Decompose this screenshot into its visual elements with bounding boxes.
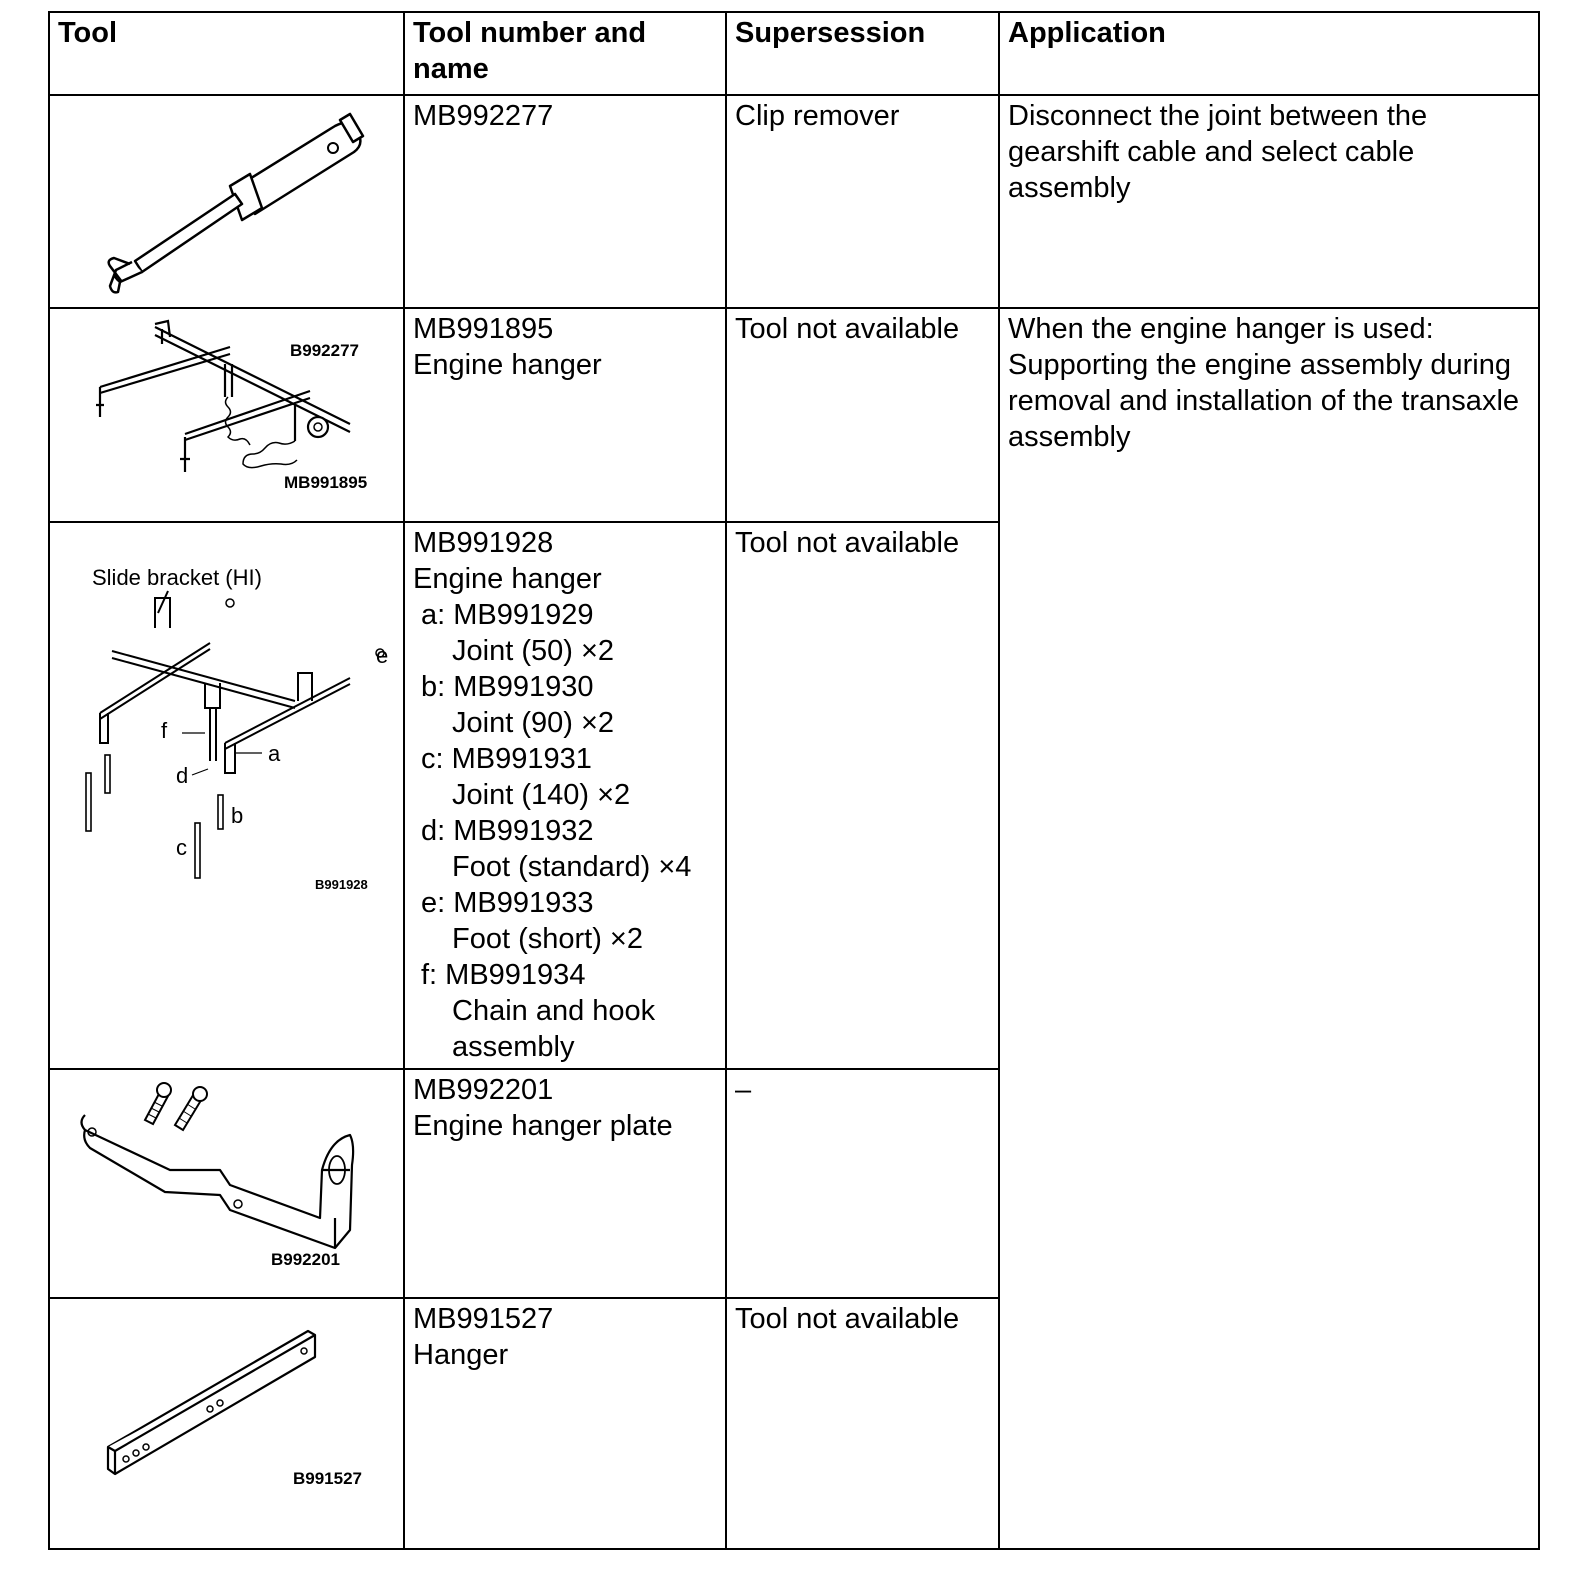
table-row <box>49 95 1539 308</box>
figure-letter-e: e <box>376 643 389 668</box>
figure-letter-b: b <box>231 803 244 828</box>
tool-number-cell <box>404 1069 726 1298</box>
supersession-cell: Tool not available <box>726 522 999 1069</box>
tool-name: Engine hanger <box>413 563 602 595</box>
figure-label-b991527: B991527 <box>293 1469 363 1488</box>
part-code-e: e: MB991933 <box>421 887 594 919</box>
figure-label-b992277: B992277 <box>290 341 360 360</box>
part-code-f: f: MB991934 <box>421 959 586 991</box>
part-desc-a: Joint (50) ×2 <box>452 635 615 667</box>
figure-letter-a: a <box>268 741 281 766</box>
part-desc-b: Joint (90) ×2 <box>452 707 615 739</box>
supersession-cell: Tool not available <box>726 308 999 522</box>
table-row <box>49 308 1539 522</box>
header-number: Tool number and name <box>404 12 726 95</box>
part-desc-d: Foot (standard) ×4 <box>452 851 692 883</box>
tool-name: Engine hanger <box>413 349 602 381</box>
tool-name: Hanger <box>413 1339 509 1371</box>
tool-figure-cell <box>49 95 404 360</box>
tool-number-cell <box>404 522 726 1069</box>
part-desc-f: Chain and hook assembly <box>452 995 656 1063</box>
tool-number-cell <box>404 308 726 522</box>
application-cell: When the engine hanger is used: Supporting the engine assembly during removal and installation of the transaxle assembly <box>999 308 1539 1549</box>
tool-name: Engine hanger plate <box>413 1110 673 1142</box>
tool-figure-cell <box>49 308 404 522</box>
tool-number: MB991527 <box>413 1303 554 1335</box>
supersession-cell: Tool not available <box>726 1298 999 1549</box>
application-cell: Disconnect the joint between the gearshift cable and select cable assembly <box>999 95 1539 308</box>
tool-figure-cell <box>49 1298 404 1549</box>
supersession-cell: Clip remover <box>726 95 999 308</box>
tool-number-cell <box>404 1298 726 1549</box>
tool-number-cell <box>404 95 726 308</box>
figure-label-b991928: B991928 <box>315 877 368 892</box>
clip-remover-illustration <box>50 96 400 306</box>
header-supersession: Supersession <box>726 12 999 95</box>
figure-letter-c: c <box>176 835 187 860</box>
tool-number: MB992277 <box>413 100 554 132</box>
part-code-b: b: MB991930 <box>421 671 594 703</box>
figure-callout: Slide bracket (HI) <box>92 565 262 590</box>
hanger-bar-illustration <box>50 1299 400 1544</box>
engine-hanger-kit-illustration <box>50 583 400 983</box>
figure-label-b992201: B992201 <box>271 1250 341 1269</box>
tool-figure-cell <box>49 522 404 1069</box>
figure-label-mb991895: MB991895 <box>284 473 368 492</box>
header-row <box>49 12 1539 95</box>
part-desc-e: Foot (short) ×2 <box>452 923 643 955</box>
special-tools-table <box>48 11 1540 1550</box>
tool-number: MB991928 <box>413 527 554 559</box>
header-application: Application <box>999 12 1539 95</box>
figure-letter-f: f <box>161 718 168 743</box>
part-desc-c: Joint (140) ×2 <box>452 779 631 811</box>
engine-hanger-plate-illustration <box>50 1070 400 1295</box>
tool-figure-cell <box>49 1069 404 1298</box>
part-code-d: d: MB991932 <box>421 815 594 847</box>
supersession-cell: – <box>726 1069 999 1298</box>
figure-letter-d: d <box>176 763 189 788</box>
part-code-c: c: MB991931 <box>421 743 592 775</box>
header-tool: Tool <box>49 12 404 95</box>
tool-number: MB992201 <box>413 1074 554 1106</box>
tool-number: MB991895 <box>413 313 554 345</box>
part-code-a: a: MB991929 <box>421 599 594 631</box>
